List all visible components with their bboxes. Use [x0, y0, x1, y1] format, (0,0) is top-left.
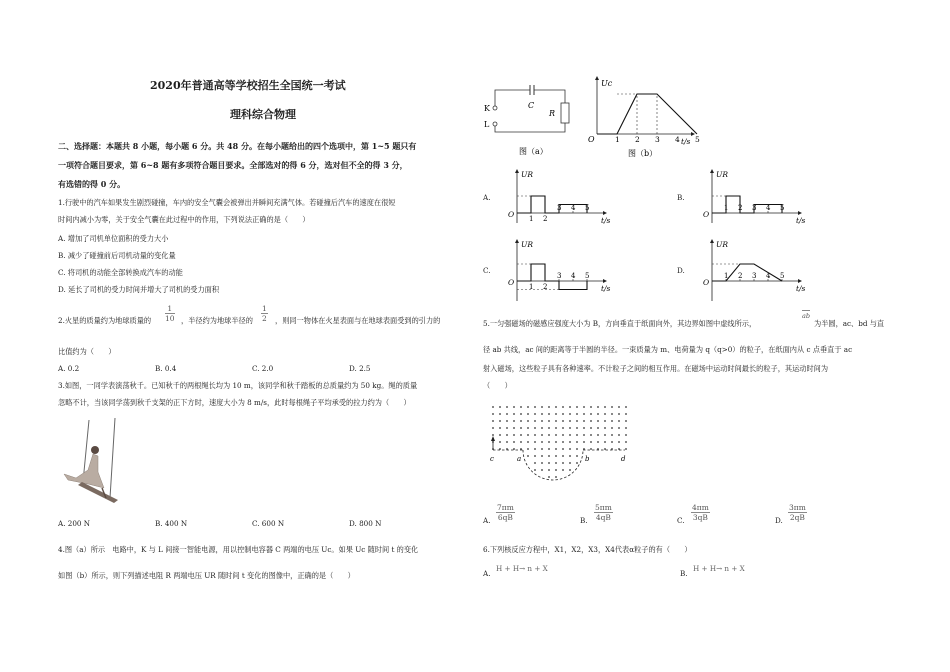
field-dot — [527, 448, 529, 450]
ur-tick-label-4: 4 — [766, 272, 771, 280]
ur-tick-label-2: 2 — [738, 204, 743, 212]
ur-tick-label-5: 5 — [585, 272, 590, 280]
q2-stem-line-2: 比值约为（ ） — [58, 347, 116, 356]
terminal-k-label: K — [484, 104, 490, 113]
ur-tick-label-3: 3 — [557, 272, 562, 280]
field-dot — [548, 420, 550, 422]
field-dot — [569, 455, 571, 457]
field-dot — [555, 441, 557, 443]
field-dot — [625, 448, 627, 450]
uc-axis-label: Uc — [601, 79, 613, 88]
field-dot — [576, 427, 578, 429]
field-dot — [548, 455, 550, 457]
field-dot — [569, 413, 571, 415]
circuit-diagram — [483, 76, 583, 158]
field-dot — [625, 441, 627, 443]
field-dot — [562, 469, 564, 471]
ur-tick-label-2: 2 — [738, 272, 743, 280]
field-dot — [590, 434, 592, 436]
field-dot — [492, 413, 494, 415]
uc-tick-label-1: 1 — [615, 135, 620, 144]
field-dot — [583, 413, 585, 415]
wire-top-right — [534, 90, 565, 103]
capacitor-label: C — [528, 101, 535, 110]
q3-option-d: D. 800 N — [349, 519, 382, 528]
field-dot — [597, 427, 599, 429]
field-dot — [541, 469, 543, 471]
ur-t-arrow — [798, 279, 802, 283]
q5-option-d-fraction — [788, 503, 807, 522]
q5-arc-label: ab — [802, 312, 811, 320]
field-dot — [604, 434, 606, 436]
q5-option-d-label: D. — [775, 516, 783, 525]
field-dot — [499, 441, 501, 443]
q5-stem-line-1b: 为半圆，ac、bd 与直 — [814, 319, 885, 328]
field-dot — [611, 413, 613, 415]
field-dot — [555, 434, 557, 436]
field-dot — [583, 420, 585, 422]
ur-axis-label: UR — [716, 240, 728, 249]
field-dot — [541, 448, 543, 450]
field-dot — [583, 406, 585, 408]
field-dot — [534, 427, 536, 429]
ur-curve — [517, 196, 590, 213]
field-dot — [625, 420, 627, 422]
q2-stem-part-2: ，半径约为地球半径的 — [181, 316, 253, 325]
q1-option-d: D. 延长了司机的受力时间并增大了司机的受力面积 — [58, 285, 220, 294]
q1-option-b: B. 减少了碰撞前后司机动量的变化量 — [58, 251, 176, 260]
instructions-line-1: 二、选择题：本题共 8 小题，每小题 6 分。共 48 分。在每小题给出的四个选项中，第 1~5 题只有 — [58, 141, 417, 151]
ur-t-arrow — [603, 279, 607, 283]
field-dot — [569, 406, 571, 408]
q5-stem-line-1a: 5.一匀强磁场的磁感应强度大小为 B，方向垂直于纸面向外，其边界如图中虚线所示， — [483, 319, 757, 328]
point-b-label: b — [585, 455, 590, 463]
field-dot — [590, 420, 592, 422]
field-dot — [499, 406, 501, 408]
field-dot — [576, 448, 578, 450]
ur-t-arrow — [603, 211, 607, 215]
ur-t-arrow — [798, 211, 802, 215]
q5-option-b-den: 4qB — [595, 513, 611, 522]
q4-option-b-graph — [700, 165, 810, 225]
field-dot — [611, 441, 613, 443]
field-dot — [597, 413, 599, 415]
field-dot — [548, 406, 550, 408]
ur-tick-label-4: 4 — [766, 204, 771, 212]
field-dot — [555, 413, 557, 415]
field-dot — [527, 413, 529, 415]
field-dot — [534, 448, 536, 450]
q5-option-c-den: 3qB — [692, 513, 708, 522]
uc-curve — [597, 94, 697, 134]
field-dot — [548, 469, 550, 471]
ur-origin-label: O — [703, 278, 710, 287]
field-dot — [492, 406, 494, 408]
field-dot — [625, 427, 627, 429]
field-dot — [527, 406, 529, 408]
q2-option-d: D. 2.5 — [349, 364, 371, 373]
q4-option-d-label: D. — [677, 266, 685, 275]
field-dot — [625, 434, 627, 436]
field-dot — [590, 427, 592, 429]
field-dot — [562, 455, 564, 457]
point-a-label: a — [517, 455, 522, 463]
field-dot — [555, 448, 557, 450]
field-dot — [527, 420, 529, 422]
uc-time-graph — [583, 72, 698, 158]
field-dot — [548, 462, 550, 464]
terminal-l — [493, 122, 497, 126]
ur-tick-label-3: 3 — [752, 272, 757, 280]
ur-curve — [712, 264, 785, 281]
q5-option-b-fraction — [594, 503, 613, 522]
q2-stem-part-1: 2.火星的质量约为地球质量的 — [58, 316, 152, 325]
q2-option-a: A. 0.2 — [58, 364, 80, 373]
field-dot — [576, 434, 578, 436]
q1-option-c: C. 将司机的动能全部转换成汽车的动能 — [58, 268, 183, 277]
ur-t-axis-label: t/s — [601, 284, 611, 293]
ur-curve — [712, 196, 785, 213]
ur-axis-label: UR — [521, 240, 533, 249]
field-dot — [520, 420, 522, 422]
field-dot — [548, 441, 550, 443]
q3-option-b: B. 400 N — [155, 519, 188, 528]
entry-velocity-arrow — [491, 436, 495, 441]
field-dot — [611, 434, 613, 436]
uc-tick-label-5: 5 — [695, 135, 700, 144]
q4-option-a-graph — [505, 165, 615, 225]
field-dot — [520, 441, 522, 443]
q6-option-a-label: A. — [483, 569, 491, 578]
ur-tick-label-1: 1 — [529, 283, 534, 291]
terminal-k — [493, 106, 497, 110]
resistor-label: R — [549, 109, 556, 118]
q3-stem-line-2: 忽略不计，当该同学荡到秋千支架的正下方时，速度大小为 8 m/s，此时每根绳子平均承受的拉力约为（ ） — [58, 398, 411, 407]
q4-option-c-label: C. — [483, 266, 491, 275]
uc-tick-label-3: 3 — [655, 135, 660, 144]
q5-option-c-num: 4πm — [692, 503, 709, 512]
field-dot — [618, 427, 620, 429]
field-dot — [590, 448, 592, 450]
field-dot — [618, 420, 620, 422]
q2-fraction-mass-den: 10 — [165, 314, 175, 323]
q2-stem-part-3: ，则同一物体在火星表面与在地球表面受到的引力的 — [275, 316, 441, 325]
q5-stem-line-2: 径 ab 共线，ac 间的距离等于半圆的半径。一束质量为 m、电荷量为 q（q>0）的粒子，在纸面内从 c 点垂直于 ac — [483, 345, 853, 354]
field-dot — [576, 413, 578, 415]
field-dot — [604, 441, 606, 443]
wire-top-left — [495, 90, 530, 106]
field-dot — [492, 427, 494, 429]
q5-option-b-num: 5πm — [595, 503, 612, 512]
q3-option-a: A. 200 N — [58, 519, 91, 528]
field-dot — [562, 406, 564, 408]
field-dot — [618, 434, 620, 436]
field-dot — [618, 441, 620, 443]
field-dot — [506, 413, 508, 415]
ur-tick-label-3: 3 — [557, 204, 562, 212]
field-dot — [562, 413, 564, 415]
ur-t-axis-label: t/s — [796, 284, 806, 293]
ur-t-axis-label: t/s — [796, 216, 806, 225]
field-dot — [562, 448, 564, 450]
resistor — [561, 103, 569, 123]
field-dot — [534, 413, 536, 415]
boundary-semicircle — [523, 450, 583, 480]
q4-option-b-label: B. — [677, 193, 685, 202]
field-dot — [513, 406, 515, 408]
field-dot — [562, 441, 564, 443]
q6-stem-line-1: 6.下列核反应方程中，X1，X2，X3，X4代表α粒子的有（ ） — [483, 545, 692, 554]
ur-v-arrow — [710, 169, 714, 173]
field-dot — [527, 455, 529, 457]
uc-t-axis-label: t/s — [681, 137, 691, 146]
q4-option-d-graph — [700, 235, 810, 303]
terminal-l-label: L — [484, 120, 490, 129]
q6-option-b-equation: H + H→ n + X — [693, 564, 745, 573]
field-dot — [562, 427, 564, 429]
uc-tick-label-4: 4 — [675, 135, 680, 144]
instructions-line-2: 一项符合题目要求，第 6~8 题有多项符合题目要求。全部选对的得 6 分，选对但不全的得 3 分， — [58, 160, 408, 170]
ur-t-axis-label: t/s — [601, 216, 611, 225]
field-dot — [534, 406, 536, 408]
field-dot — [569, 420, 571, 422]
field-dot — [548, 413, 550, 415]
field-dot — [611, 420, 613, 422]
field-dot — [541, 455, 543, 457]
q4-option-c-graph — [505, 235, 615, 303]
field-dot — [618, 413, 620, 415]
field-dot — [520, 406, 522, 408]
field-dot — [576, 420, 578, 422]
field-dot — [562, 462, 564, 464]
q1-option-a: A. 增加了司机单位面积的受力大小 — [58, 234, 169, 243]
field-dot — [534, 455, 536, 457]
ur-tick-label-1: 1 — [724, 204, 729, 212]
field-dot — [513, 441, 515, 443]
field-dot — [590, 406, 592, 408]
field-dot — [569, 441, 571, 443]
field-dot — [555, 476, 557, 478]
field-dot — [499, 434, 501, 436]
field-dot — [520, 434, 522, 436]
instructions-line-3: 有选错的得 0 分。 — [58, 179, 126, 189]
uc-graph-v-arrow — [595, 76, 599, 80]
field-dot — [555, 427, 557, 429]
field-dot — [611, 406, 613, 408]
field-dot — [597, 434, 599, 436]
field-dot — [569, 462, 571, 464]
field-dot — [492, 434, 494, 436]
girl-head — [91, 446, 99, 454]
field-dot — [534, 469, 536, 471]
magnetic-field-diagram — [485, 401, 635, 493]
field-dot — [534, 434, 536, 436]
field-dot — [611, 427, 613, 429]
field-dot — [555, 455, 557, 457]
q6-option-a-equation: H + H→ n + X — [496, 564, 548, 573]
field-dot — [541, 427, 543, 429]
ur-tick-label-1: 1 — [529, 215, 534, 223]
field-dot — [604, 406, 606, 408]
field-dot — [534, 462, 536, 464]
field-dot — [548, 434, 550, 436]
ur-origin-label: O — [703, 210, 710, 219]
field-dot — [583, 434, 585, 436]
field-dot — [569, 469, 571, 471]
q5-option-a-num: 7πm — [497, 503, 514, 512]
point-c-label: c — [490, 455, 494, 463]
field-dot — [527, 441, 529, 443]
field-dot — [541, 434, 543, 436]
ur-v-arrow — [515, 239, 519, 243]
field-dot — [534, 420, 536, 422]
ur-tick-label-2: 2 — [543, 283, 548, 291]
field-dot — [499, 420, 501, 422]
field-dot — [576, 462, 578, 464]
field-dot — [597, 406, 599, 408]
field-dot — [625, 413, 627, 415]
field-dot — [520, 413, 522, 415]
field-dot — [548, 476, 550, 478]
field-dot — [513, 413, 515, 415]
ur-axis-label: UR — [521, 170, 533, 179]
q2-fraction-radius-num: 1 — [262, 304, 267, 313]
figure-b-caption: 图（b） — [628, 149, 658, 158]
field-dot — [548, 448, 550, 450]
field-dot — [506, 420, 508, 422]
ur-tick-label-4: 4 — [571, 272, 576, 280]
ur-curve — [517, 264, 590, 290]
field-dot — [583, 441, 585, 443]
uc-origin-label: O — [588, 135, 595, 144]
field-dot — [618, 406, 620, 408]
q5-option-c-fraction — [691, 503, 710, 522]
q5-option-b-label: B. — [580, 516, 588, 525]
field-dot — [527, 434, 529, 436]
uc-tick-label-2: 2 — [635, 135, 640, 144]
field-dot — [541, 441, 543, 443]
field-dot — [604, 420, 606, 422]
swing-illustration — [58, 416, 130, 504]
q2-fraction-radius-den: 2 — [262, 314, 267, 323]
field-dot — [541, 462, 543, 464]
field-dot — [499, 413, 501, 415]
field-dot — [555, 420, 557, 422]
field-dot — [492, 420, 494, 422]
point-d-label: d — [621, 455, 626, 463]
field-dot — [604, 413, 606, 415]
ur-tick-label-5: 5 — [780, 272, 785, 280]
q2-fraction-mass — [165, 304, 175, 323]
field-dot — [555, 469, 557, 471]
q5-option-a-den: 6qB — [497, 513, 513, 522]
field-dot — [590, 413, 592, 415]
field-dot — [513, 420, 515, 422]
field-dot — [506, 441, 508, 443]
field-dot — [576, 455, 578, 457]
q1-stem-line-2: 时间内减小为零，关于安全气囊在此过程中的作用，下列说法正确的是（ ） — [58, 215, 310, 224]
field-dot — [548, 427, 550, 429]
field-dot — [597, 420, 599, 422]
ur-tick-label-1: 1 — [724, 272, 729, 280]
field-dot — [541, 406, 543, 408]
q5-option-d-num: 3πm — [789, 503, 806, 512]
ur-tick-label-2: 2 — [543, 215, 548, 223]
q3-stem-line-1: 3.如图，一同学表演荡秋千。已知秋千的两根绳长均为 10 m，该同学和秋千踏板的总质量约为 50 kg。绳的质量 — [58, 381, 418, 390]
ur-tick-label-3: 3 — [752, 204, 757, 212]
field-dot — [534, 441, 536, 443]
field-dot — [506, 427, 508, 429]
q5-stem-line-4: （ ） — [483, 381, 512, 390]
field-dot — [520, 427, 522, 429]
ur-v-arrow — [710, 239, 714, 243]
field-dot — [499, 427, 501, 429]
field-dot — [597, 441, 599, 443]
ur-tick-label-5: 5 — [585, 204, 590, 212]
q5-option-a-fraction — [496, 503, 515, 522]
ur-tick-label-4: 4 — [571, 204, 576, 212]
q2-option-b: B. 0.4 — [155, 364, 177, 373]
q2-fraction-mass-num: 1 — [165, 304, 175, 314]
figure-a-caption: 图（a） — [519, 147, 548, 156]
page-title: 2020年普通高等学校招生全国统一考试 — [150, 79, 346, 92]
ur-axis-label: UR — [716, 170, 728, 179]
ur-tick-label-5: 5 — [780, 204, 785, 212]
field-dot — [541, 420, 543, 422]
field-dot — [562, 420, 564, 422]
ur-origin-label: O — [508, 210, 515, 219]
q2-option-c: C. 2.0 — [252, 364, 274, 373]
q4-option-a-label: A. — [483, 193, 491, 202]
field-dot — [569, 427, 571, 429]
q5-stem-line-3: 射入磁场，这些粒子具有各种速率。不计粒子之间的相互作用。在磁场中运动时间最长的粒子，其运动时间为 — [483, 364, 829, 373]
field-dot — [576, 406, 578, 408]
wire-bottom — [495, 123, 565, 132]
field-dot — [541, 413, 543, 415]
q2-fraction-radius — [261, 304, 268, 323]
field-dot — [506, 434, 508, 436]
field-dot — [555, 462, 557, 464]
field-dot — [555, 406, 557, 408]
q4-stem-line-2: 如图（b）所示，则下列描述电阻 R 两端电压 UR 随时间 t 变化的图像中，正确的是（ ） — [58, 571, 355, 580]
q5-option-d-den: 2qB — [789, 513, 805, 522]
ur-v-arrow — [515, 169, 519, 173]
q5-option-a-label: A. — [483, 516, 491, 525]
field-dot — [513, 427, 515, 429]
q5-option-c-label: C. — [677, 516, 685, 525]
field-dot — [569, 448, 571, 450]
field-dot — [562, 434, 564, 436]
field-dot — [590, 441, 592, 443]
field-dot — [604, 427, 606, 429]
q4-stem-line-1: 4.图（a）所示 电路中，K 与 L 间接一智能电源，用以控制电容器 C 两端的电压 Uc。如果 Uc 随时间 t 的变化 — [58, 545, 419, 554]
field-dot — [583, 427, 585, 429]
field-dot — [576, 441, 578, 443]
q3-option-c: C. 600 N — [252, 519, 285, 528]
ur-origin-label: O — [508, 278, 515, 287]
page-subtitle: 理科综合物理 — [230, 108, 296, 121]
q1-stem-line-1: 1.行驶中的汽车如果发生剧烈碰撞，车内的安全气囊会被弹出并瞬间充满气体。若碰撞后汽车的速度在很短 — [58, 198, 396, 207]
field-dot — [569, 434, 571, 436]
swing-rope-right — [110, 418, 115, 498]
field-dot — [625, 406, 627, 408]
field-dot — [527, 427, 529, 429]
field-dot — [506, 406, 508, 408]
q6-option-b-label: B. — [680, 569, 688, 578]
field-dot — [513, 434, 515, 436]
